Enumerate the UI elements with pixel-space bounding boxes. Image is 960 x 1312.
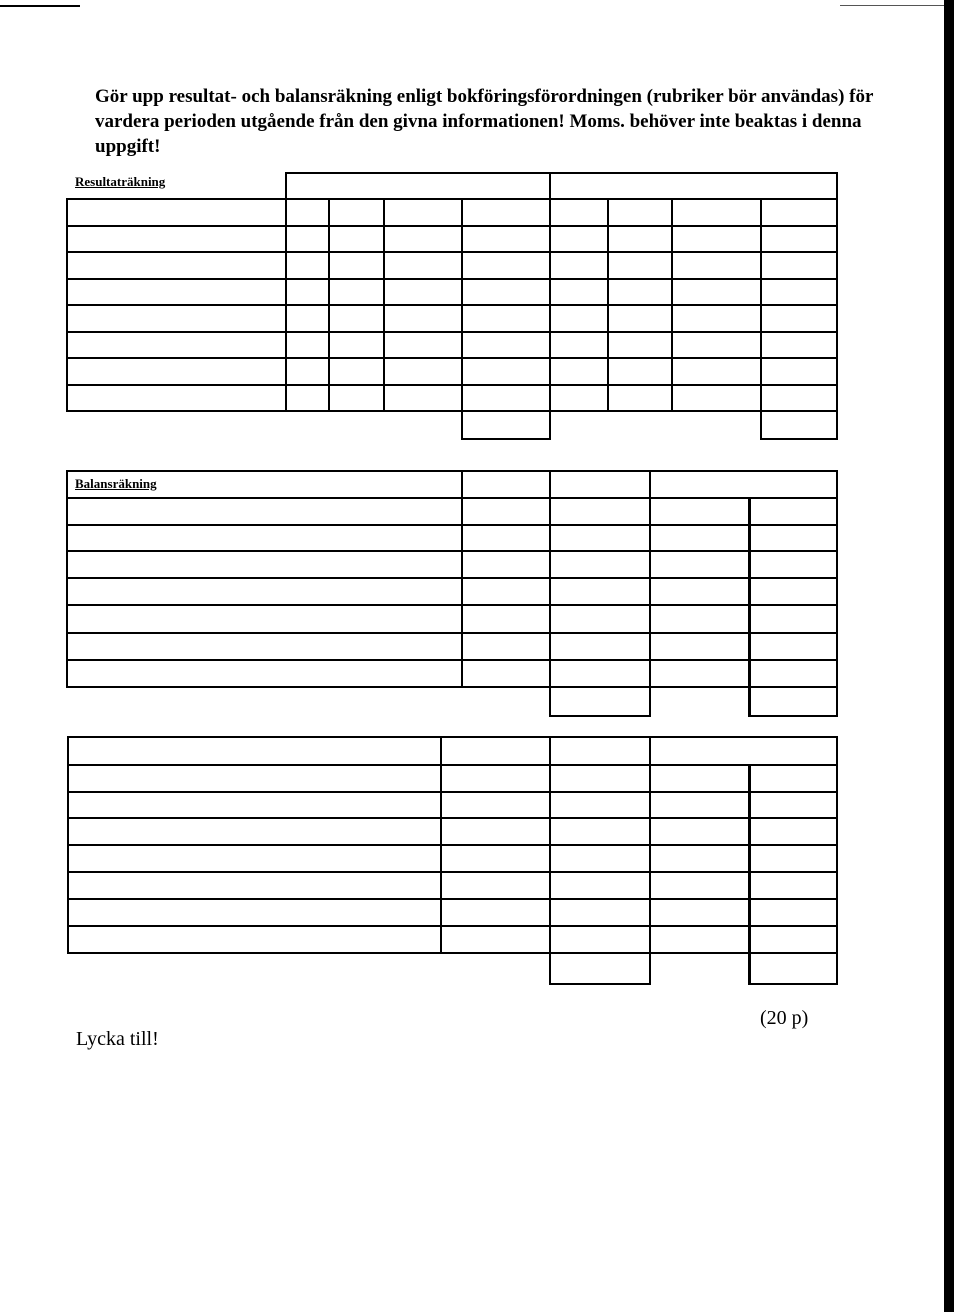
grid-line [285, 172, 836, 174]
grid-line [649, 736, 651, 984]
total-line [549, 983, 651, 985]
grid-line [67, 791, 836, 793]
total-line [549, 715, 651, 717]
grid-line [66, 410, 836, 412]
grid-line [549, 470, 551, 716]
grid-line [67, 844, 836, 846]
instructions-text: Gör upp resultat- och balansräkning enligt bokföringsförordningen (rubriker bör användas) för vardera perioden utgående från den givna informationen! Moms. behöver inte beaktas i denna uppgift! [95, 86, 874, 157]
grid-line [66, 470, 68, 686]
grid-line [328, 198, 330, 410]
grid-line [66, 304, 836, 306]
balance-sheet-label: Balansräkning [75, 476, 157, 491]
total-line [760, 438, 838, 440]
grid-line [285, 172, 287, 410]
grid-line [66, 198, 68, 410]
income-statement-label: Resultaträkning [75, 174, 166, 189]
total-line [748, 715, 838, 717]
grid-line [461, 470, 463, 686]
grid-line [67, 736, 836, 738]
grid-line [66, 331, 836, 333]
grid-line [66, 659, 836, 661]
grid-line [836, 470, 838, 716]
scan-edge-top-right [840, 5, 950, 6]
grid-line [649, 470, 651, 716]
grid-line [836, 172, 838, 439]
grid-line [66, 632, 836, 634]
grid-line [67, 952, 836, 954]
grid-line [66, 278, 836, 280]
grid-line [549, 736, 551, 984]
grid-line [67, 817, 836, 819]
grid-line [66, 604, 836, 606]
grid-line [549, 172, 551, 439]
grid-line [748, 764, 751, 984]
grid-line [66, 225, 836, 227]
grid-line [836, 736, 838, 984]
grid-line [671, 198, 673, 410]
grid-line [461, 198, 463, 439]
points-text: (20 p) [760, 1007, 809, 1029]
scan-edge-top-left [0, 5, 80, 7]
grid-line [66, 198, 836, 200]
scan-edge-right [944, 0, 954, 1312]
grid-line [67, 898, 836, 900]
grid-line [607, 198, 609, 410]
grid-line [66, 686, 836, 688]
total-line [461, 438, 551, 440]
grid-line [66, 577, 836, 579]
grid-line [66, 357, 836, 359]
grid-line [383, 198, 385, 410]
grid-line [67, 925, 836, 927]
grid-line [67, 736, 69, 952]
closing-text: Lycka till! [76, 1028, 159, 1050]
grid-line [748, 497, 751, 716]
grid-line [66, 251, 836, 253]
grid-line [66, 384, 836, 386]
grid-line [760, 198, 762, 439]
grid-line [66, 470, 836, 472]
grid-line [66, 524, 836, 526]
grid-line [66, 550, 836, 552]
grid-line [67, 871, 836, 873]
grid-line [440, 736, 442, 952]
grid-line [67, 764, 836, 766]
grid-line [66, 497, 836, 499]
total-line [748, 983, 838, 985]
